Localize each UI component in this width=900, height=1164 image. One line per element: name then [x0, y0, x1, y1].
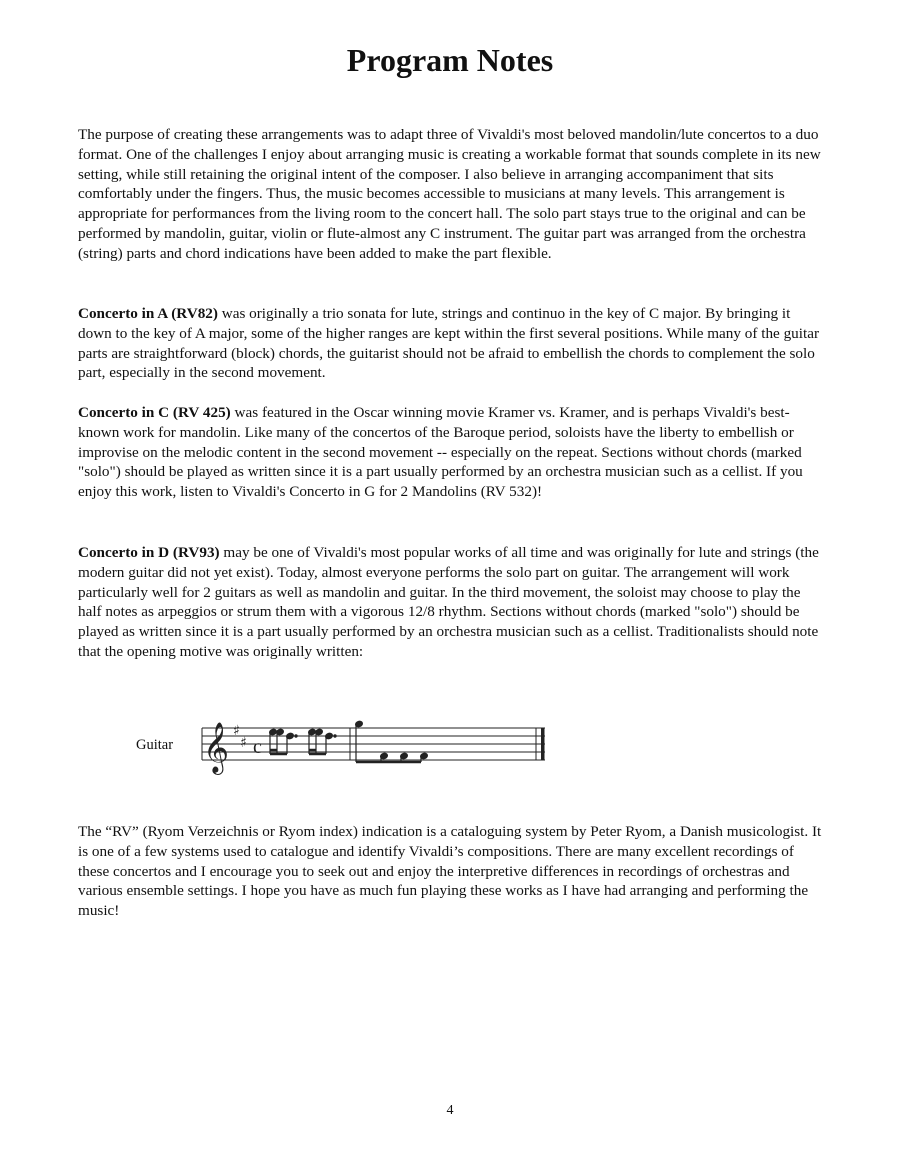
treble-clef-icon: 𝄞 [203, 722, 230, 773]
concerto-a-paragraph [78, 304, 822, 383]
page-number: 4 [446, 1103, 454, 1118]
concerto-c-paragraph [78, 403, 822, 502]
concerto-d-paragraph [78, 543, 822, 662]
page-title: Program Notes [346, 42, 554, 78]
concerto-a-body: was originally a trio sonata for lute, strings and continuo in the key of C major. By bringing it down to the key of A major, some of the higher ranges are kept within the first several positions. While many of the guitar parts are straightforward (block) chords, the guitarist should not be afraid to embellish the chords to complement the solo part, especially in the second movement. [78, 305, 820, 382]
rv-note-paragraph: The “RV” (Ryom Verzeichnis or Ryom index) indication is a cataloguing system by Peter Ryom, a Danish musicologist. It is one of a few systems used to catalogue and identify Vivaldi’s compositions. There are many excellent recordings of these concertos and I encourage you to seek out and enjoy the interpretive differences in recordings of orchestras and various ensemble settings. I hope you have as much fun playing these works as I have had arranging and performing the music! [78, 823, 822, 920]
concerto-d-body: may be one of Vivaldi's most popular works of all time and was originally for lute and strings (the modern guitar did not yet exist). Today, almost everyone performs the solo part on guitar. The arrangement will work particularly well for 2 guitars as well as mandolin and guitar. In the third movement, the soloist may choose to play the half notes as arpeggios or strum them with a vigorous 12/8 rhythm. Sections without chords (marked "solo") should be played as written since it is a part usually performed by an orchestra musician such as a cellist. Traditionalists should note that the opening motive was originally written: [78, 544, 819, 660]
intro-paragraph: The purpose of creating these arrangements was to adapt three of Vivaldi's most beloved mandolin/lute concertos to a duo format. One of the challenges I enjoy about arranging music is creating a workable format that sounds complete in its new setting, while still retaining the original intent of the composer. I also believe in arranging accompaniment that sits comfortably under the fingers. Thus, the music becomes accessible to musicians at many levels. This arrangement is appropriate for performances from the living room to the concert hall. The solo part stays true to the original and can be performed by mandolin, guitar, violin or flute-almost any C instrument. The guitar part was arranged from the orchestra (string) parts and chord indications have been added to make the part flexible. [78, 126, 821, 262]
concerto-c-heading: Concerto in C (RV 425) [78, 404, 231, 421]
music-instrument-label: Guitar [136, 737, 174, 753]
music-example [136, 718, 556, 778]
common-time-icon: c [253, 736, 262, 758]
concerto-c-body: was featured in the Oscar winning movie Kramer vs. Kramer, and is perhaps Vivaldi's best-known work for mandolin. Like many of the concertos of the Baroque period, soloists have the liberty to embellish or improvise on the melodic content in the second movement -- especially on the repeat. Sections without chords (marked "solo") should be played as written since it is a part usually performed by an orchestra musician such as a cellist. If you enjoy this work, listen to Vivaldi's Concerto in G for 2 Mandolins (RV 532)! [78, 404, 803, 501]
music-staff-image [200, 718, 550, 778]
sharp-icon: ♯ [233, 723, 240, 739]
sharp-icon: ♯ [240, 735, 247, 751]
concerto-a-heading: Concerto in A (RV82) [78, 305, 218, 322]
concerto-d-heading: Concerto in D (RV93) [78, 544, 220, 561]
